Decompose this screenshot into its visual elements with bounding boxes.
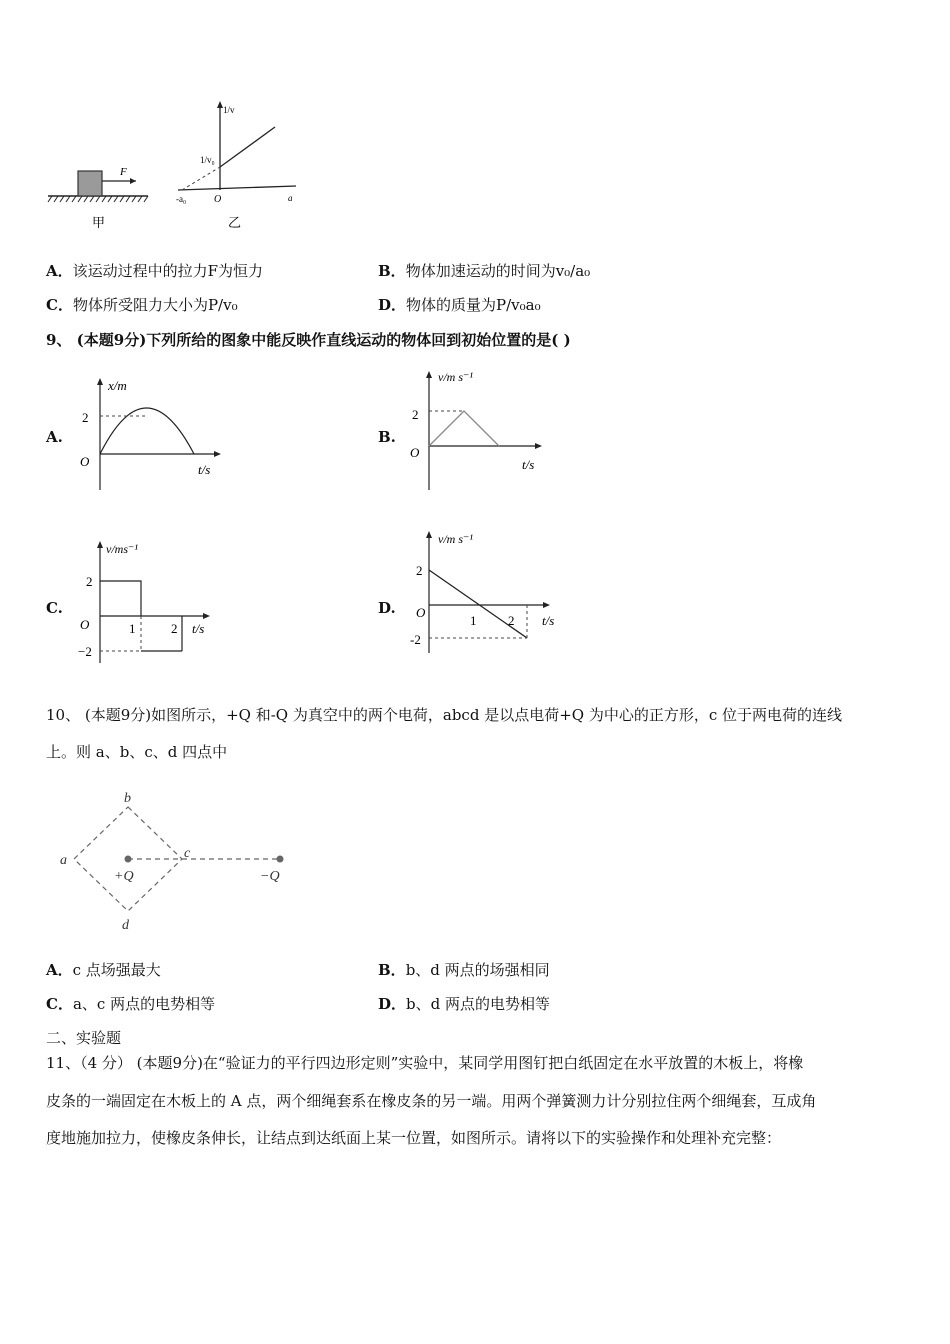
block — [78, 171, 102, 196]
q9-option-a-letter: A. — [46, 428, 63, 446]
q9-graph-d — [402, 525, 572, 657]
q9-stem: 9、 (本题9分)下列所给的图象中能反映作直线运动的物体回到初始位置的是( ) — [46, 331, 571, 349]
option-letter: B． — [378, 262, 406, 280]
option-text: 该运动过程中的拉力F为恒力 — [72, 262, 264, 280]
q10-figure — [52, 785, 302, 935]
point-b: b — [124, 791, 131, 806]
q10-stem-line1: 10、 (本题9分)如图所示，+Q 和-Q 为真空中的两个电荷，abcd 是以点电荷+Q 为中心的正方形，c 位于两电荷的连线 — [46, 706, 842, 724]
q8-option-a — [46, 262, 263, 280]
point-c: c — [184, 846, 191, 861]
option-letter: A． — [46, 262, 73, 280]
minus-q-label: −Q — [260, 869, 280, 884]
jia-diagram — [48, 166, 148, 230]
y-axis-label: v/m s⁻¹ — [438, 370, 473, 384]
force-label: F — [120, 166, 127, 178]
point-d: d — [122, 918, 129, 933]
intercept-label: 1/v₀ — [200, 155, 215, 165]
y-axis-label: v/m s⁻¹ — [438, 532, 473, 546]
x-axis-label: t/s — [522, 457, 535, 472]
q8-option-d — [378, 296, 541, 314]
plus-q-label: +Q — [114, 869, 134, 884]
origin-label: O — [80, 454, 90, 469]
q9-graph-a — [72, 370, 232, 495]
option-letter: A． — [46, 961, 73, 979]
x-axis-label: t/s — [542, 613, 555, 628]
x-axis-label: t/s — [192, 621, 205, 636]
tick-label: 2 — [171, 621, 178, 636]
q10-option-d — [378, 995, 550, 1013]
q9-graph-b — [402, 365, 562, 495]
option-text: 物体加速运动的时间为v₀/a₀ — [405, 262, 591, 280]
tick-label: −2 — [78, 644, 92, 659]
tick-label: 2 — [508, 613, 515, 628]
q8-option-c — [46, 296, 238, 314]
tick-label: 2 — [412, 407, 419, 422]
q10-option-a — [46, 961, 161, 979]
tick-label: 2 — [86, 574, 93, 589]
q10-option-b — [378, 961, 550, 979]
option-letter: D． — [378, 296, 407, 314]
neg-a0-label: -a₀ — [176, 194, 187, 204]
q10-stem-line2: 上。则 a、b、c、d 四点中 — [46, 743, 228, 761]
yi-caption: 乙 — [228, 215, 242, 230]
origin-label: O — [214, 194, 222, 205]
option-letter: C． — [46, 995, 73, 1013]
option-letter: C． — [46, 296, 73, 314]
origin-label: O — [80, 617, 90, 632]
q8-figure — [40, 95, 310, 235]
option-letter: D． — [378, 995, 407, 1013]
q9-option-c-letter: C. — [46, 599, 63, 617]
q11-line3: 度地施加拉力，使橡皮条伸长，让结点到达纸面上某一位置，如图所示。请将以下的实验操作和处理补充完整： — [46, 1129, 782, 1147]
section-title: 二、实验题 — [46, 1029, 122, 1047]
q11-line1: 11、（4 分） (本题9分)在“验证力的平行四边形定则”实验中，某同学用图钉把白纸固定在水平放置的木板上，将橡 — [46, 1054, 804, 1072]
option-text: b、d 两点的场强相同 — [405, 961, 550, 979]
q10-option-c — [46, 995, 215, 1013]
option-text: 物体所受阻力大小为P/v₀ — [72, 296, 238, 314]
origin-label: O — [410, 445, 420, 460]
tick-label: 1 — [470, 613, 477, 628]
q9-option-b-letter: B. — [378, 428, 396, 446]
option-text: c 点场强最大 — [72, 961, 161, 979]
origin-label: O — [416, 605, 426, 620]
option-text: 物体的质量为P/v₀a₀ — [406, 296, 541, 314]
tick-label: -2 — [410, 632, 421, 647]
y-axis-label: v/ms⁻¹ — [106, 542, 138, 556]
q9-option-d-letter: D. — [378, 599, 396, 617]
x-axis-label: t/s — [198, 462, 211, 477]
option-text: a、c 两点的电势相等 — [72, 995, 216, 1013]
option-letter: B． — [378, 961, 406, 979]
minus-q-charge — [277, 856, 284, 863]
tick-label: 2 — [82, 410, 89, 425]
point-a: a — [60, 853, 67, 868]
y-axis-label: 1/v — [223, 105, 235, 115]
q8-option-b — [378, 262, 590, 280]
tick-label: 2 — [416, 563, 423, 578]
tick-label: 1 — [129, 621, 136, 636]
jia-caption: 甲 — [92, 215, 106, 230]
option-text: b、d 两点的电势相等 — [406, 995, 550, 1013]
yi-graph — [176, 101, 296, 230]
a-axis-label: a — [288, 193, 293, 203]
plus-q-charge — [125, 856, 132, 863]
q9-graph-c — [72, 535, 232, 667]
y-axis-label: x/m — [108, 378, 127, 393]
q11-line2: 皮条的一端固定在木板上的 A 点，两个细绳套系在橡皮条的另一端。用两个弹簧测力计分别拉住两个细绳套，互成角 — [46, 1092, 817, 1110]
